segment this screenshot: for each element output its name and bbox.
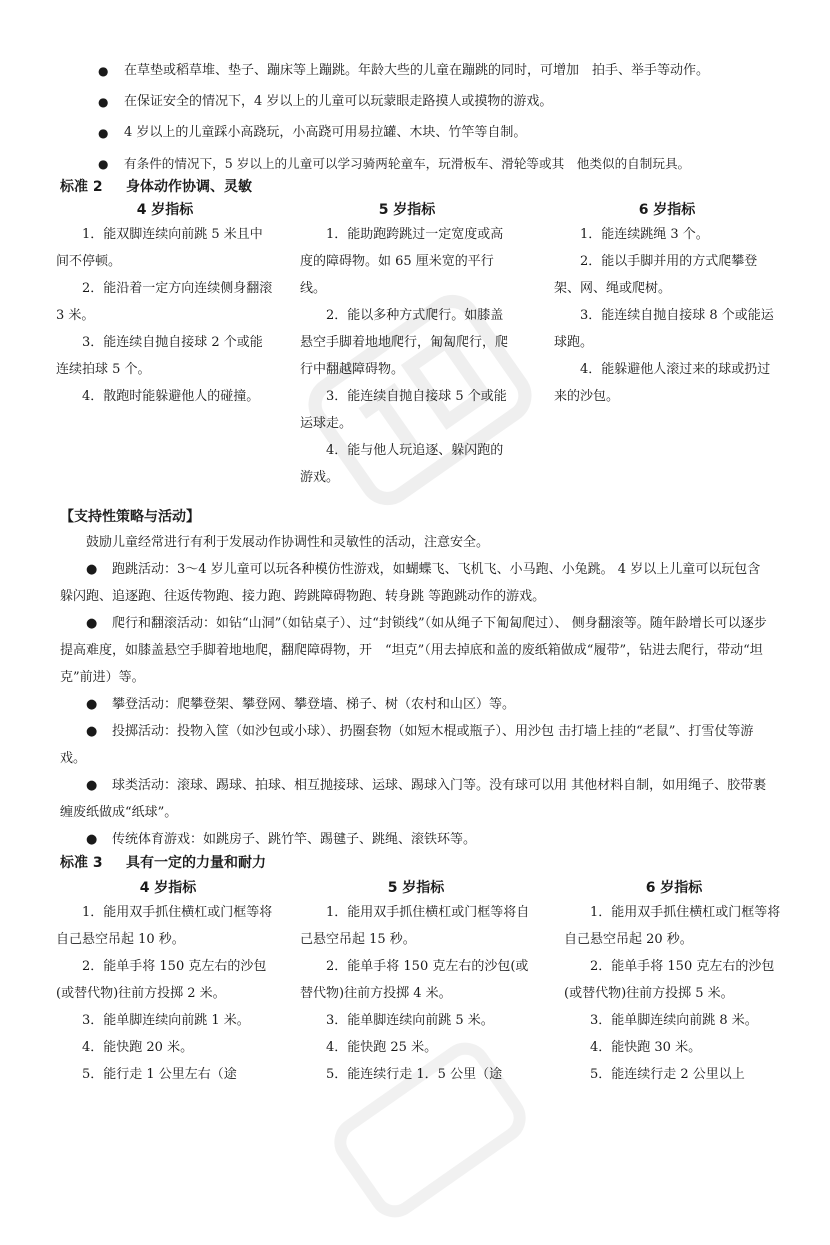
standard3-heading [60,852,266,872]
column-title: 6 岁指标 [638,202,696,218]
indicator-item: 4．能与他人玩追逐、躲闪跑的游戏。 [300,443,504,485]
strategy-item-text: 投掷活动：投物入筐（如沙包或小球）、扔圈套物（如短木棍或瓶子）、用沙包 击打墙上挂的“老鼠”、打雪仗等游戏。 [60,724,754,766]
indicator-item: 4．能躲避他人滚过来的球或扔过来的沙包。 [554,362,771,404]
strategy-intro: 鼓励儿童经常进行有利于发展动作协调性和灵敏性的活动，注意安全。 [86,535,490,550]
indicator-item: 2．能沿着一定方向连续侧身翻滚 3 米。 [56,281,273,323]
bullet-icon: ● [86,832,98,847]
standard2-col-age5 [300,199,514,491]
strategy-item [60,691,772,718]
bullet-icon: ● [98,95,109,109]
standard3-col-age4 [56,877,280,1088]
list-item [98,92,788,112]
strategy-item [60,556,772,610]
indicator-item: 1．能用双手抓住横杠或门框等将自己悬空吊起 10 秒。 [56,905,273,947]
indicator-item: 5．能连续行走 1．5 公里（途 [326,1067,503,1082]
indicator-item: 5．能行走 1 公里左右（途 [82,1067,237,1082]
indicator-item: 1．能双脚连续向前跳 5 米且中间不停顿。 [56,227,263,269]
indicator-item: 5．能连续行走 2 公里以上 [590,1067,745,1082]
list-item-text: 在保证安全的情况下，4 岁以上的儿童可以玩蒙眼走路摸人或摸物的游戏。 [124,94,553,109]
strategy-title: 【支持性策略与活动】 [60,509,200,525]
indicator-item: 3．能单脚连续向前跳 1 米。 [82,1013,250,1028]
indicator-item: 4．散跑时能躲避他人的碰撞。 [82,389,260,404]
indicator-item: 2．能单手将 150 克左右的沙包(或替代物)往前方投掷 4 米。 [300,959,529,1001]
bullet-icon: ● [98,157,109,171]
indicator-item: 4．能快跑 30 米。 [590,1040,702,1055]
bullet-icon: ● [86,697,98,712]
indicator-item: 3．能连续自抛自接球 5 个或能运球走。 [300,389,507,431]
indicator-item: 3．能连续自抛自接球 2 个或能连续拍球 5 个。 [56,335,263,377]
indicator-item: 1．能助跑跨跳过一定宽度或高度的障碍物。如 65 厘米宽的平行线。 [300,227,504,296]
strategy-item-text: 攀登活动：爬攀登架、攀登网、攀登墙、梯子、树（农村和山区）等。 [112,697,516,712]
standard3-number: 标准 3 [60,855,103,871]
bullet-icon: ● [86,616,98,631]
column-title: 5 岁指标 [378,202,436,218]
indicator-item: 1．能连续跳绳 3 个。 [580,227,709,242]
indicator-item: 2．能单手将 150 克左右的沙包(或替代物)往前方投掷 5 米。 [564,959,775,1001]
indicator-item: 2．能以手脚并用的方式爬攀登架、网、绳或爬树。 [554,254,758,296]
strategy-item [60,610,772,691]
bullet-icon: ● [86,724,98,739]
indicator-item: 4．能快跑 20 米。 [82,1040,194,1055]
indicator-item: 2．能单手将 150 克左右的沙包(或替代物)往前方投掷 2 米。 [56,959,267,1001]
standard2-heading [60,176,252,196]
standard2-col-age4 [56,199,274,410]
bullet-icon: ● [86,562,98,577]
strategy-section [60,505,772,853]
bullet-icon: ● [98,64,109,78]
standard3-col-age6 [564,877,784,1088]
bullet-icon: ● [86,778,98,793]
column-title: 6 岁指标 [645,880,703,896]
strategy-item [60,718,772,772]
strategy-item-text: 爬行和翻滚活动：如钻“山洞”（如钻桌子）、过“封锁线”（如从绳子下匍匐爬过）、 侧身翻滚等。随年龄增长可以逐步提高难度，如膝盖悬空手脚着地地爬，翻爬障碍物，开 “坦克”（用去掉底和盖的废纸箱做成“履带”，钻进去爬行，带动“坦克”前进）等。 [60,616,767,685]
indicator-item: 1．能用双手抓住横杠或门框等将自己悬空吊起 20 秒。 [564,905,781,947]
indicator-item: 3．能单脚连续向前跳 8 米。 [590,1013,758,1028]
list-item-text: 有条件的情况下，5 岁以上的儿童可以学习骑两轮童车，玩滑板车、滑轮等或其 他类似的自制玩具。 [124,156,691,171]
list-item [98,154,788,174]
bullet-icon: ● [98,126,109,140]
standard2-col-age6 [554,199,780,410]
list-item-text: 4 岁以上的儿童踩小高跷玩，小高跷可用易拉罐、木块、竹竿等自制。 [124,125,527,140]
strategy-item [60,826,772,853]
indicator-item: 3．能单脚连续向前跳 5 米。 [326,1013,494,1028]
column-title: 4 岁指标 [139,880,197,896]
column-title: 5 岁指标 [387,880,445,896]
indicator-item: 1．能用双手抓住横杠或门框等将自己悬空吊起 15 秒。 [300,905,530,947]
strategy-item-text: 球类活动：滚球、踢球、拍球、相互抛接球、运球、踢球入门等。没有球可以用 其他材料自制，如用绳子、胶带裹缠废纸做成“纸球”。 [60,778,767,820]
strategy-item [60,772,772,826]
strategy-item-text: 跑跳活动：3～4 岁儿童可以玩各种模仿性游戏，如蝴蝶飞、飞机飞、小马跑、小兔跳。 4 岁以上儿童可以玩包含躲闪跑、追逐跑、往返传物跑、接力跑、跨跳障碍物跑、转身跳 等跑跳动作的游戏。 [60,562,761,604]
list-item-text: 在草垫或稻草堆、垫子、蹦床等上蹦跳。年龄大些的儿童在蹦跳的同时，可增加 拍手、举手等动作。 [124,63,710,78]
indicator-item: 4．能快跑 25 米。 [326,1040,438,1055]
standard2-number: 标准 2 [60,179,103,195]
indicator-item: 3．能连续自抛自接球 8 个或能运球跑。 [554,308,774,350]
list-item [98,123,788,143]
standard2-title: 身体动作协调、灵敏 [126,179,252,195]
top-bullet-list [98,61,788,185]
column-title: 4 岁指标 [136,202,194,218]
indicator-item: 2．能以多种方式爬行。如膝盖悬空手脚着地地爬行，匍匐爬行，爬行中翻越障碍物。 [300,308,509,377]
standard3-title: 具有一定的力量和耐力 [126,855,266,871]
standard3-col-age5 [300,877,532,1088]
list-item [98,61,788,81]
strategy-item-text: 传统体育游戏：如跳房子、跳竹竿、踢毽子、跳绳、滚铁环等。 [112,832,477,847]
